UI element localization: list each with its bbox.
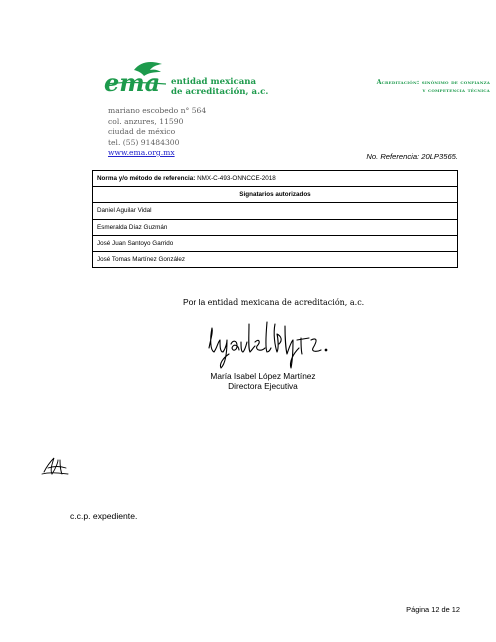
reference-number: No. Referencia: 20LP3565. (366, 152, 458, 161)
tagline-line1: Acreditación: sinónimo de confianza (376, 79, 490, 86)
table-row (93, 219, 458, 235)
org-name-line1: entidad mexicana (171, 77, 257, 87)
ccp-note: c.c.p. expediente. (70, 511, 138, 521)
table-row (93, 171, 458, 187)
norm-label: Norma y/o método de referencia: (97, 175, 196, 183)
table-row (93, 251, 458, 267)
tagline-line2: y competencia técnica (422, 87, 490, 94)
closing-por: Por la (183, 297, 206, 307)
address-city: ciudad de méxico (108, 127, 176, 136)
signatories-table (92, 170, 458, 268)
signer-title: Directora Ejecutiva (228, 381, 298, 391)
org-name-line2: de acreditación, a.c. (171, 86, 269, 97)
handwritten-signature (205, 318, 335, 375)
ema-logo (104, 60, 168, 99)
signer-name: María Isabel López Martínez (210, 371, 316, 381)
closing-org: entidad mexicana de acreditación, a.c. (207, 298, 365, 307)
address-block (108, 106, 206, 159)
norm-value: NMX-C-493-ONNCCE-2018 (197, 175, 276, 183)
closing-line (183, 297, 364, 307)
address-street: mariano escobedo n° 564 (108, 106, 207, 115)
signatories-header: Signatarios autorizados (93, 187, 458, 203)
signer-block (196, 371, 330, 391)
table-row (93, 203, 458, 219)
signatory-name: Daniel Aguilar Vidal (93, 203, 458, 219)
norm-cell (93, 171, 458, 187)
tagline (300, 79, 490, 95)
signatory-name: José Juan Santoyo Garrido (93, 235, 458, 251)
org-name (171, 78, 268, 97)
svg-text:ema: ema (104, 68, 161, 94)
page-number: Página 12 de 12 (406, 605, 460, 614)
table-row (93, 187, 458, 203)
initials-mark (40, 454, 70, 483)
table-row (93, 235, 458, 251)
signatory-name: José Tomas Martínez González (93, 251, 458, 267)
address-colony: col. anzures, 11590 (108, 116, 184, 126)
address-phone: tel. (55) 91484300 (108, 137, 180, 147)
website-link[interactable]: www.ema.org.mx (108, 148, 175, 157)
signatory-name: Esmeralda Díaz Guzmán (93, 219, 458, 235)
